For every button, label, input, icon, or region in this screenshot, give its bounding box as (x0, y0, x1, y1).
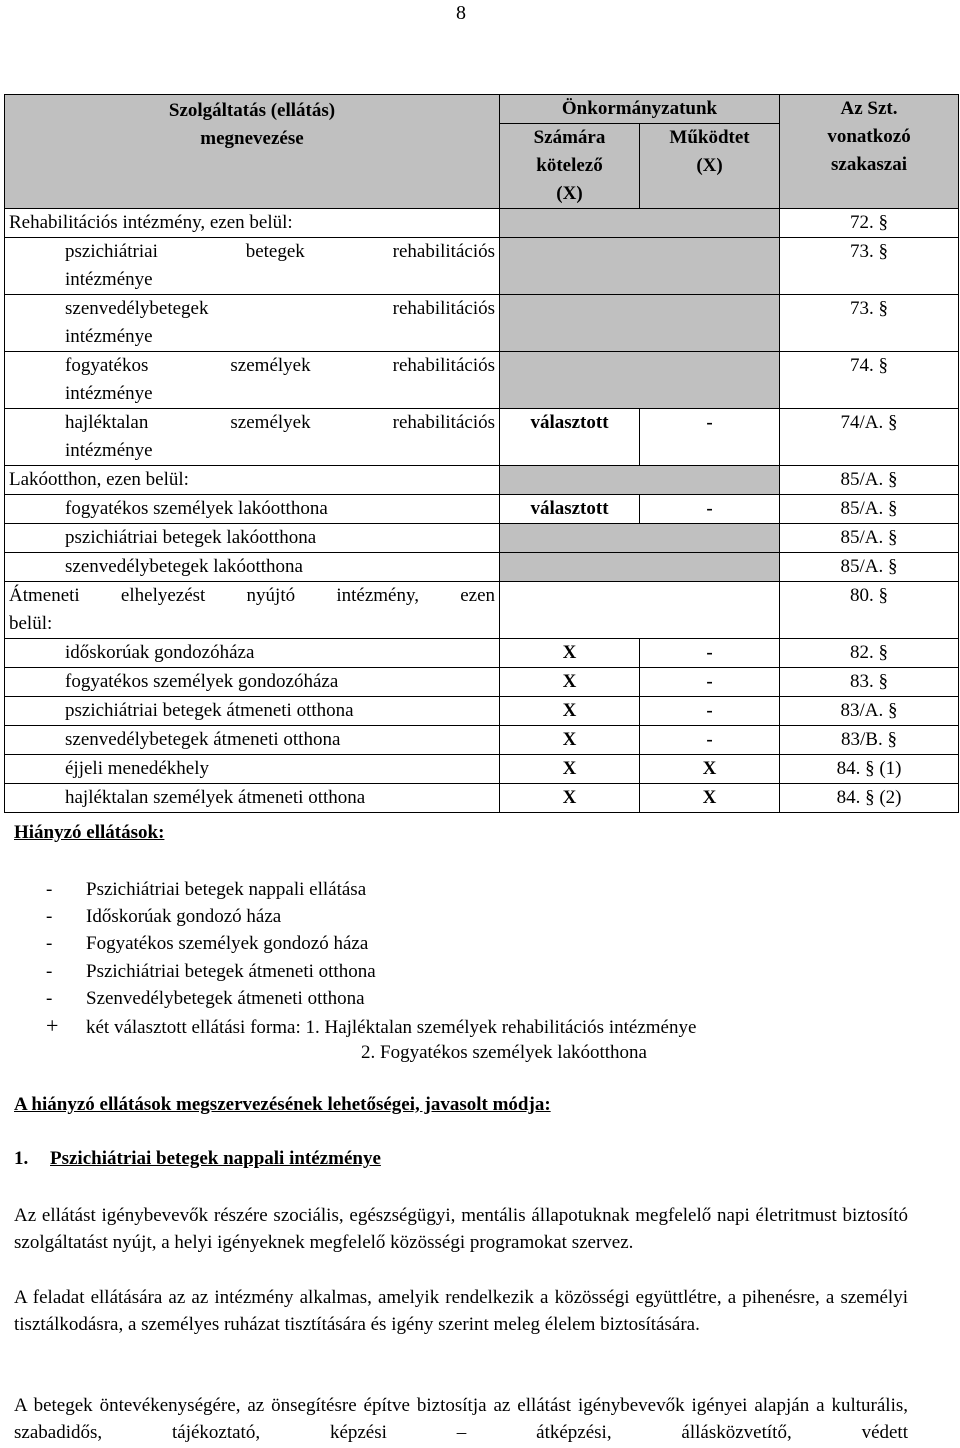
row-shaded-cell (500, 238, 780, 295)
row-operates: - (640, 726, 780, 755)
row-name-line-1: szenvedélybetegek rehabilitációs (65, 298, 495, 319)
row-name (5, 295, 500, 352)
list-item-text: Pszichiátriai betegek átmeneti otthona (86, 960, 376, 982)
header-section-line-2: vonatkozó (827, 126, 911, 147)
row-operates: - (640, 495, 780, 524)
subheading-title: Pszichiátriai betegek nappali intézménye (50, 1148, 381, 1169)
list-item-text: Szenvedélybetegek átmeneti otthona (86, 987, 365, 1009)
paragraph-2: A feladat ellátására az az intézmény alkalmas, amelyik rendelkezik a közösségi együttlétre, a pihenésre, a személyi tisztálkodásra, a személyes ruházat tisztítására és igény szerint meleg élelem biztosítására. (14, 1287, 908, 1336)
row-section: 85/A. § (780, 466, 959, 495)
row-mandatory: X (500, 668, 640, 697)
plus-sign: + (46, 1013, 59, 1038)
header-operates (640, 124, 780, 209)
table-header-row-1 (5, 95, 959, 124)
row-section: 84. § (1) (780, 755, 959, 784)
subheading-number: 1. (14, 1148, 29, 1169)
header-mandatory-line-1: Számára (533, 127, 606, 148)
row-operates: X (640, 755, 780, 784)
row-name-line-1: Átmeneti elhelyezést nyújtó intézmény, ezen (9, 585, 495, 606)
header-service-name (5, 95, 500, 209)
paragraph-3: A betegek öntevékenységére, az önsegítésre építve biztosítja az ellátást igénybevevők igényei alapján a kulturális, szabadidős, tájékoztató, képzési – átképzési, állásközvetítő, védett (14, 1395, 908, 1444)
header-section (780, 95, 959, 209)
row-section: 73. § (780, 238, 959, 295)
paragraph-1: Az ellátást igénybevevők részére szociális, egészségügyi, mentális állapotuknak megfelelő napi életritmust biztosító szolgáltatást nyújt, a helyi igényeknek megfelelő közösségi programokat szervez. (14, 1205, 908, 1254)
header-operates-line-2: (X) (696, 155, 723, 176)
list-item (46, 985, 376, 1012)
table-row (5, 295, 959, 352)
row-mandatory: X (500, 726, 640, 755)
row-mandatory: X (500, 784, 640, 813)
row-mandatory: X (500, 639, 640, 668)
list-item-text: Fogyatékos személyek gondozó háza (86, 933, 369, 955)
row-operates: - (640, 409, 780, 466)
row-section: 82. § (780, 639, 959, 668)
services-table (4, 94, 959, 813)
row-name (5, 238, 500, 295)
row-section: 85/A. § (780, 524, 959, 553)
table-row (5, 495, 959, 524)
table-row (5, 466, 959, 495)
row-section: 72. § (780, 209, 959, 238)
row-section: 74. § (780, 352, 959, 409)
row-name: Lakóotthon, ezen belül: (5, 466, 500, 495)
row-name (5, 409, 500, 466)
row-name: Rehabilitációs intézmény, ezen belül: (5, 209, 500, 238)
row-empty-cell (500, 582, 780, 639)
row-name: fogyatékos személyek gondozóháza (5, 668, 500, 697)
row-name (5, 582, 500, 639)
chosen-services-line-2: 2. Fogyatékos személyek lakóotthona (361, 1042, 647, 1063)
row-name-line-2: intézménye (65, 269, 153, 290)
list-dash: - (46, 987, 53, 1009)
page-number: 8 (456, 2, 466, 24)
table-row (5, 582, 959, 639)
list-dash: - (46, 960, 53, 982)
row-mandatory: X (500, 755, 640, 784)
row-section: 73. § (780, 295, 959, 352)
table-row (5, 639, 959, 668)
row-shaded-cell (500, 524, 780, 553)
row-name: szenvedélybetegek átmeneti otthona (5, 726, 500, 755)
header-name-line-1: Szolgáltatás (ellátás) (168, 100, 336, 121)
header-mandatory-line-3: (X) (556, 183, 583, 204)
row-operates: - (640, 697, 780, 726)
table-row (5, 352, 959, 409)
solution-subheading (14, 1148, 381, 1170)
row-name-line-2: intézménye (65, 383, 153, 404)
header-section-line-1: Az Szt. (840, 98, 898, 119)
row-section: 83/B. § (780, 726, 959, 755)
row-section: 85/A. § (780, 495, 959, 524)
table-row (5, 238, 959, 295)
table-row (5, 668, 959, 697)
row-name-line-2: intézménye (65, 326, 153, 347)
row-section: 80. § (780, 582, 959, 639)
header-mandatory (500, 124, 640, 209)
row-operates: - (640, 639, 780, 668)
list-dash: - (46, 933, 53, 955)
table-row (5, 524, 959, 553)
row-shaded-cell (500, 466, 780, 495)
solutions-heading: A hiányzó ellátások megszervezésének lehetőségei, javasolt módja: (14, 1094, 551, 1115)
table-row (5, 755, 959, 784)
row-name: hajléktalan személyek átmeneti otthona (5, 784, 500, 813)
header-section-line-3: szakaszai (831, 154, 908, 175)
row-name: szenvedélybetegek lakóotthona (5, 553, 500, 582)
header-municipality: Önkormányzatunk (500, 95, 780, 124)
row-section: 74/A. § (780, 409, 959, 466)
list-item-text: Pszichiátriai betegek nappali ellátása (86, 879, 367, 900)
list-item (46, 930, 376, 957)
table-row (5, 209, 959, 238)
row-name: éjjeli menedékhely (5, 755, 500, 784)
row-name: fogyatékos személyek lakóotthona (5, 495, 500, 524)
row-mandatory: választott (500, 409, 640, 466)
row-name-line-1: hajléktalan személyek rehabilitációs (65, 412, 495, 433)
list-item (46, 958, 376, 985)
row-shaded-cell (500, 209, 780, 238)
table-row (5, 784, 959, 813)
row-shaded-cell (500, 352, 780, 409)
table-row (5, 553, 959, 582)
table-row (5, 697, 959, 726)
row-section: 85/A. § (780, 553, 959, 582)
row-shaded-cell (500, 295, 780, 352)
row-mandatory: X (500, 697, 640, 726)
row-section: 84. § (2) (780, 784, 959, 813)
header-name-line-2: megnevezése (200, 128, 304, 149)
header-operates-line-1: Működtet (669, 127, 750, 148)
row-section: 83/A. § (780, 697, 959, 726)
missing-services-heading: Hiányzó ellátások: (14, 822, 165, 843)
list-item (46, 876, 376, 903)
list-item (46, 903, 376, 930)
row-shaded-cell (500, 553, 780, 582)
header-mandatory-line-2: kötelező (536, 155, 603, 176)
list-item-text: Időskorúak gondozó háza (86, 906, 282, 928)
chosen-services-text: két választott ellátási forma: 1. Hajléktalan személyek rehabilitációs intézménye (86, 1017, 697, 1038)
table-row (5, 409, 959, 466)
row-name-line-2: intézménye (65, 440, 153, 461)
row-name: időskorúak gondozóháza (5, 639, 500, 668)
row-mandatory: választott (500, 495, 640, 524)
list-dash: - (46, 879, 53, 900)
row-name-line-1: pszichiátriai betegek rehabilitációs (65, 241, 495, 262)
table-row (5, 726, 959, 755)
row-operates: X (640, 784, 780, 813)
row-operates: - (640, 668, 780, 697)
row-name (5, 352, 500, 409)
missing-services-list (46, 876, 376, 1012)
row-name-line-2: belül: (9, 613, 53, 634)
row-name: pszichiátriai betegek lakóotthona (5, 524, 500, 553)
list-dash: - (46, 906, 53, 928)
chosen-services-line (46, 1012, 696, 1041)
row-name: pszichiátriai betegek átmeneti otthona (5, 697, 500, 726)
row-section: 83. § (780, 668, 959, 697)
row-name-line-1: fogyatékos személyek rehabilitációs (65, 355, 495, 376)
